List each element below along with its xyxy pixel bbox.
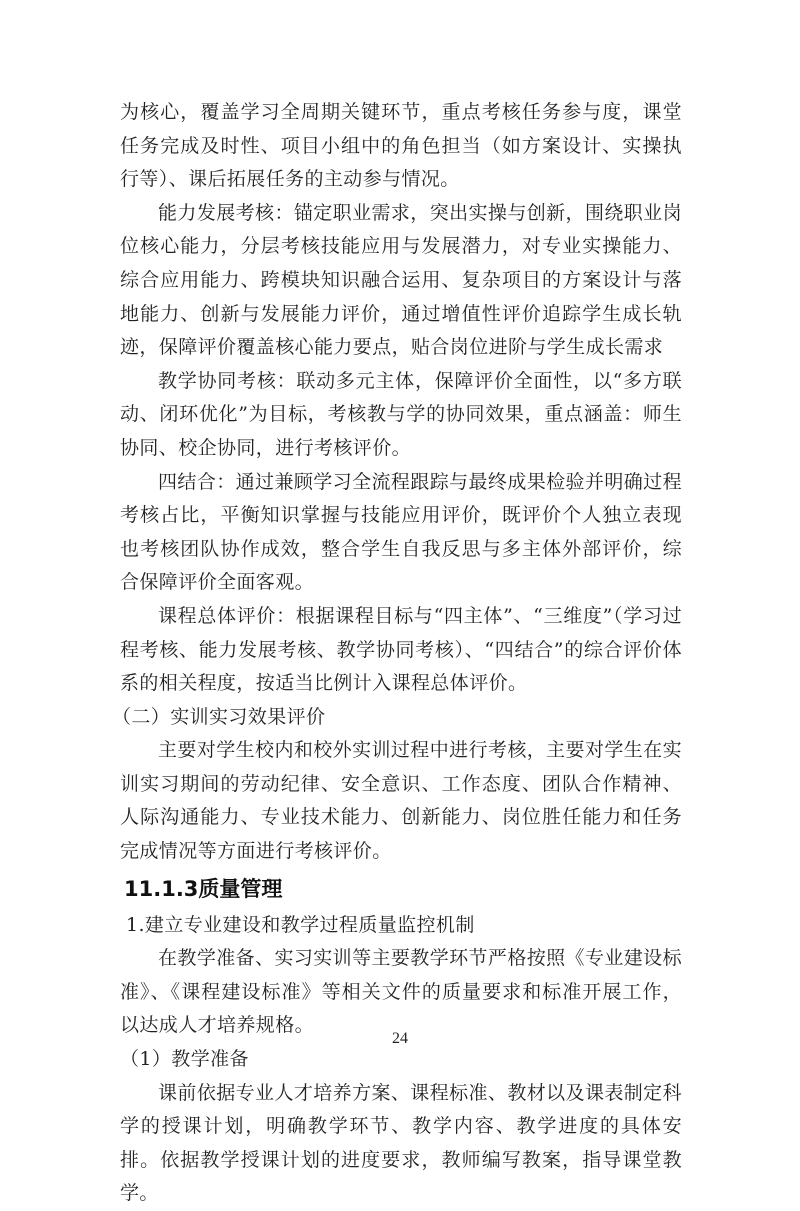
paragraph-process-assessment: 为核心，覆盖学习全周期关键环节，重点考核任务参与度，课堂任务完成及时性、项目小组中的角色担当（如方案设计、实操执行等）、课后拓展任务的主动参与情况。 bbox=[120, 101, 682, 191]
paragraph-ability-assessment: 能力发展考核：锚定职业需求，突出实操与创新，围绕职业岗位核心能力，分层考核技能应用与发展潜力，对专业实操能力、综合应用能力、跨模块知识融合运用、复杂项目的方案设计与落地能力、创新与发展能力评价，通过增值性评价追踪学生成长轨迹，保障评价覆盖核心能力要点，贴合岗位进阶与学生成长需求 bbox=[120, 201, 682, 359]
subheading-teaching-preparation: （1）教学准备 bbox=[120, 1048, 249, 1071]
paragraph-overall-evaluation: 课程总体评价：根据课程目标与“四主体”、“三维度”（学习过程考核、能力发展考核、教学协同考核）、“四结合”的综合评价体系的相关程度，按适当比例计入课程总体评价。 bbox=[120, 604, 682, 695]
paragraph-teaching-preparation: 课前依据专业人才培养方案、课程标准、教材以及课表制定科学的授课计划，明确教学环节、教学内容、教学进度的具体安排。依据教学授课计划的进度要求，教师编写教案，指导课堂教学。 bbox=[120, 1081, 682, 1205]
subheading-training-evaluation: （二）实训实习效果评价 bbox=[112, 705, 326, 728]
paragraph-training-evaluation: 主要对学生校内和校外实训过程中进行考核，主要对学生在实训实习期间的劳动纪律、安全意识、工作态度、团队合作精神、人际沟通能力、专业技术能力、创新能力、岗位胜任能力和任务完成情况等方面进行考核评价。 bbox=[120, 739, 682, 863]
item-monitoring-mechanism: 1.建立专业建设和教学过程质量监控机制 bbox=[126, 913, 475, 936]
section-heading-quality-management: 11.1.3质量管理 bbox=[124, 876, 283, 901]
paragraph-collaboration-assessment: 教学协同考核：联动多元主体，保障评价全面性，以“多方联动、闭环优化”为目标，考核教与学的协同效果，重点涵盖：师生协同、校企协同，进行考核评价。 bbox=[120, 369, 682, 459]
paragraph-four-combinations: 四结合：通过兼顾学习全流程跟踪与最终成果检验并明确过程考核占比，平衡知识掌握与技能应用评价，既评价个人独立表现也考核团队协作成效，整合学生自我反思与多主体外部评价，综合保障评价全面客观。 bbox=[120, 470, 682, 594]
paragraph-monitoring-mechanism: 在教学准备、实习实训等主要教学环节严格按照《专业建设标准》、《课程建设标准》等相关文件的质量要求和标准开展工作，以达成人才培养规格。 bbox=[120, 947, 682, 1037]
page-number: 24 bbox=[392, 1030, 408, 1047]
